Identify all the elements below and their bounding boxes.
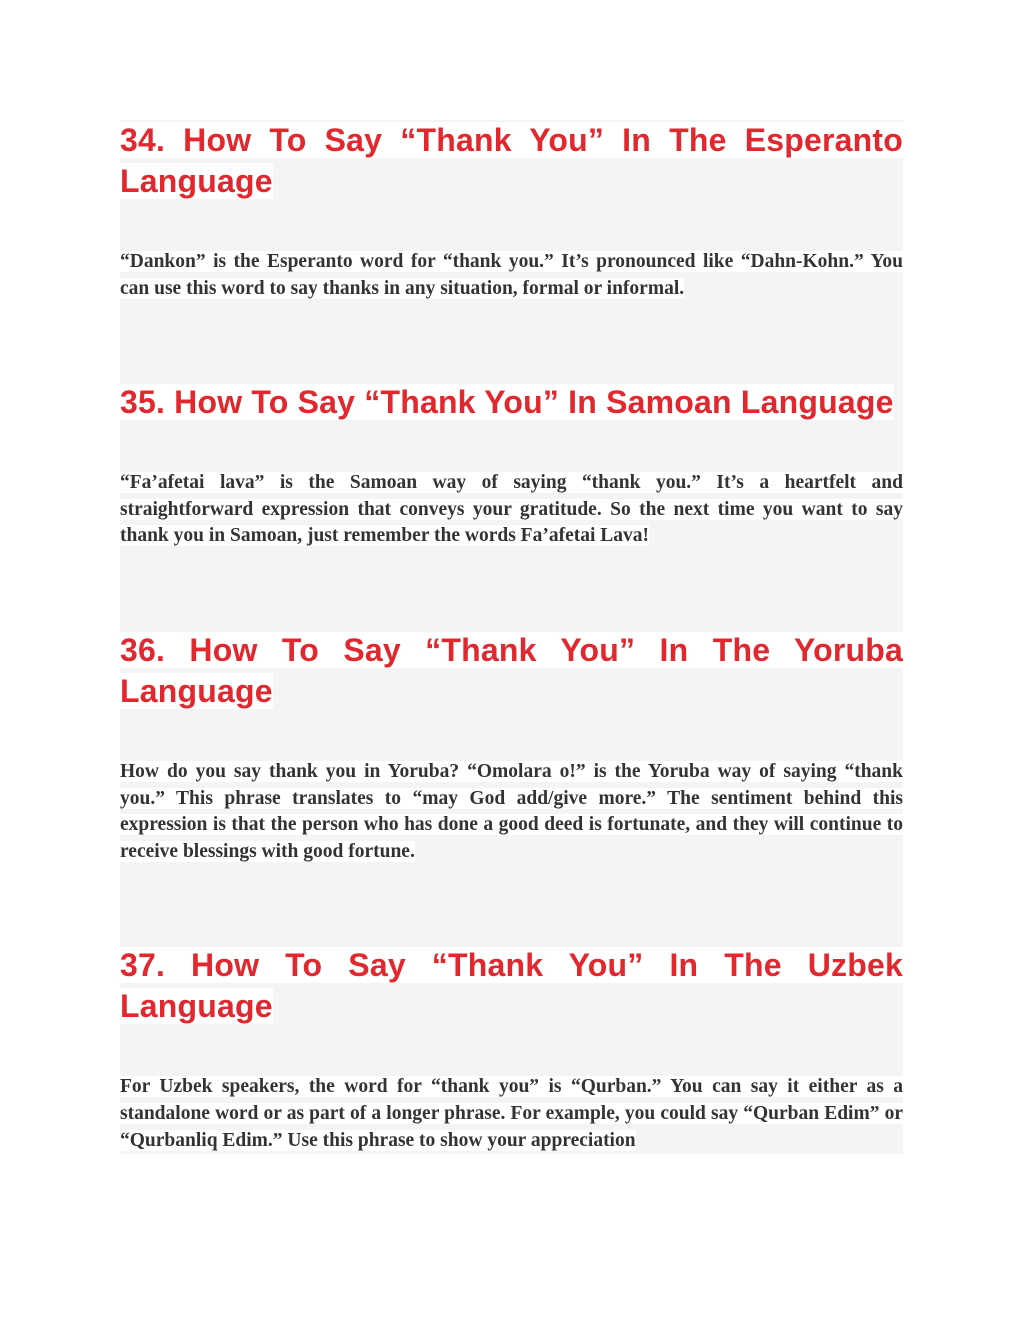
spacer <box>120 423 903 470</box>
heading-text: 36. How To Say “Thank You” In The Yoruba Language <box>120 631 903 709</box>
spacer <box>120 550 903 630</box>
paragraph-text: How do you say thank you in Yoruba? “Omolara o!” is the Yoruba way of saying “thank you.” This phrase translates to “may God add/give more.” The sentiment behind this expression is that the person who has done a good deed is fortunate, and they will continue to receive blessings with good fortune. <box>120 760 903 862</box>
section-paragraph <box>120 470 903 550</box>
heading-text: 35. How To Say “Thank You” In Samoan Language <box>120 384 894 421</box>
spacer <box>120 202 903 249</box>
document-page <box>120 120 903 1154</box>
paragraph-text: “Dankon” is the Esperanto word for “thank you.” It’s pronounced like “Dahn-Kohn.” You can use this word to say thanks in any situation, formal or informal. <box>120 251 903 299</box>
section-paragraph <box>120 249 903 302</box>
section-heading <box>120 120 903 202</box>
section-heading <box>120 630 903 712</box>
spacer <box>120 712 903 759</box>
section-heading <box>120 382 903 423</box>
section-34 <box>120 120 903 382</box>
paragraph-text: For Uzbek speakers, the word for “thank you” is “Qurban.” You can say it either as a standalone word or as part of a longer phrase. For example, you could say “Qurban Edim” or “Qurbanliq Edim.” Use this phrase to show your appreciation <box>120 1076 903 1151</box>
section-paragraph <box>120 1074 903 1154</box>
section-heading <box>120 945 903 1027</box>
heading-text: 34. How To Say “Thank You” In The Esperanto Language <box>120 122 903 199</box>
spacer <box>120 1027 903 1074</box>
section-37 <box>120 945 903 1154</box>
spacer <box>120 865 903 945</box>
section-paragraph <box>120 759 903 865</box>
paragraph-text: “Fa’afetai lava” is the Samoan way of saying “thank you.” It’s a heartfelt and straightforward expression that conveys your gratitude. So the next time you want to say thank you in Samoan, just remember the words Fa’afetai Lava! <box>120 472 903 547</box>
section-35 <box>120 382 903 630</box>
heading-text: 37. How To Say “Thank You” In The Uzbek Language <box>120 947 903 1025</box>
spacer <box>120 302 903 382</box>
section-36 <box>120 630 903 945</box>
